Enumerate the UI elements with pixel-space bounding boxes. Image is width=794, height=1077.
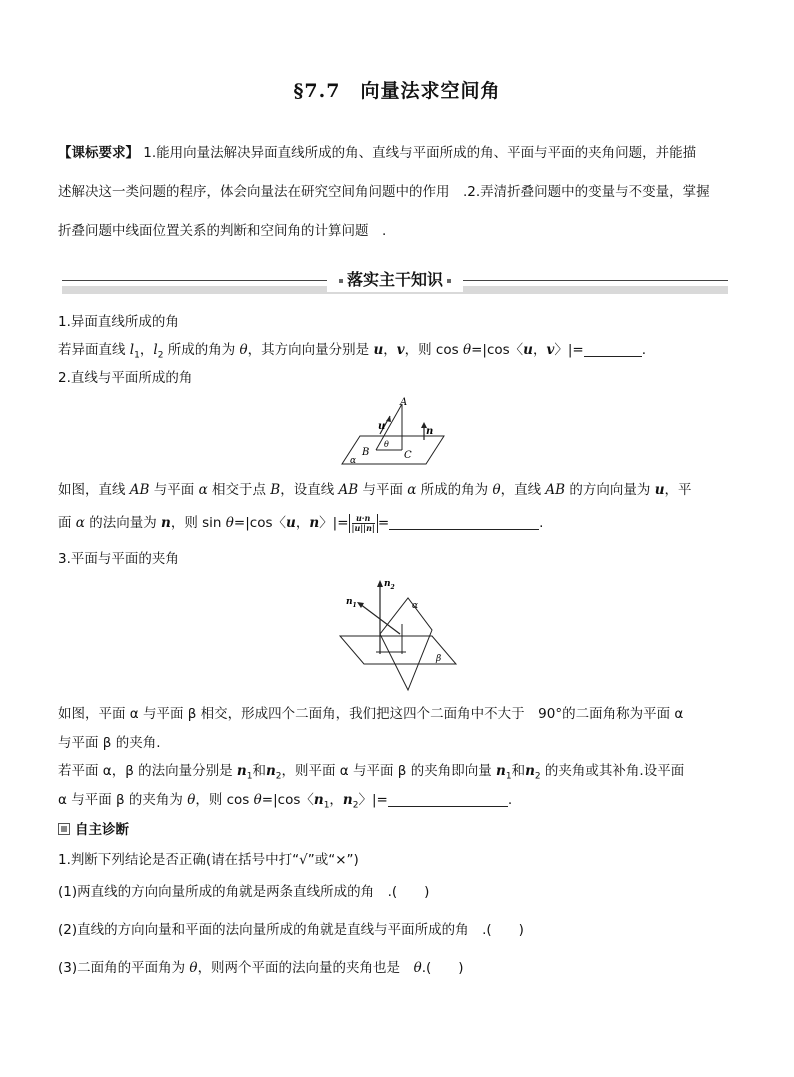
dot-left xyxy=(339,279,343,283)
requirements-tag: 【课标要求】 xyxy=(58,145,139,161)
s3-paragraph-1: 如图，平面 α 与平面 β 相交，形成四个二面角，我们把这四个二面角中不大于 90°的二面角称为平面 α xyxy=(58,706,684,722)
section-header xyxy=(62,268,728,294)
label-n1: $n_1$ xyxy=(346,597,357,609)
self-check-item-2: (2)直线的方向向量和平面的法向量所成的角就是直线与平面所成的角 .( ) xyxy=(58,922,524,938)
label-A: A xyxy=(400,397,408,408)
label-beta: β xyxy=(436,654,442,664)
fraction-un: $\frac{u\cdot n}{|u||n|}$ xyxy=(349,514,378,533)
self-check-heading: 自主诊断 xyxy=(58,818,129,838)
label-n: n xyxy=(426,426,434,437)
label-alpha: α xyxy=(350,456,357,466)
s2-paragraph-line-1: 如图，直线 AB 与平面 α 相交于点 B，设直线 AB 与平面 α 所成的角为 θ，直线 AB 的方向向量为 u，平 xyxy=(58,482,692,498)
page-title: §7.7 向量法求空间角 xyxy=(293,80,501,102)
s2-heading: 2.直线与平面所成的角 xyxy=(58,370,193,386)
requirements-line-3: 折叠问题中线面位置关系的判断和空间角的计算问题 . xyxy=(58,223,387,239)
self-check-item-1: (1)两直线的方向向量所成的角就是两条直线所成的角 .( ) xyxy=(58,884,430,900)
s1-heading: 1.异面直线所成的角 xyxy=(58,314,179,330)
label-u: u xyxy=(378,421,386,432)
label-theta: θ xyxy=(384,440,389,449)
self-check-icon xyxy=(58,823,70,835)
line-plane-angle-figure xyxy=(340,396,452,470)
plane-plane-angle-figure xyxy=(336,574,460,694)
plane-alpha xyxy=(380,598,432,690)
requirements-line-1: 【课标要求】 1.能用向量法解决异面直线所成的角、直线与平面所成的角、平面与平面的夹角问题，并能描 xyxy=(58,145,697,161)
self-check-q1: 1.判断下列结论是否正确(请在括号中打“√”或“×”) xyxy=(58,852,359,868)
section-title: 落实主干知识 xyxy=(327,268,463,292)
requirements-line-2: 述解决这一类问题的程序，体会向量法在研究空间角问题中的作用 .2.弄清折叠问题中的变量与不变量，掌握 xyxy=(58,184,710,200)
label-B: B xyxy=(362,447,370,458)
label-n2: $n_2$ xyxy=(384,579,395,591)
self-check-item-3: (3)二面角的平面角为 θ，则两个平面的法向量的夹角也是 θ.( ) xyxy=(58,960,464,976)
s3-paragraph-2: 与平面 β 的夹角. xyxy=(58,735,161,751)
s1-text: 若异面直线 $l_1$，$l_2$ 所成的角为 θ，其方向向量分别是 u，v，则 cos θ=|cos〈u，v〉|= . xyxy=(58,342,647,361)
s3-paragraph-3: 若平面 α，β 的法向量分别是 $n_1$和$n_2$，则平面 α 与平面 β 的夹角即向量 $n_1$和$n_2$ 的夹角或其补角.设平面 xyxy=(58,763,685,782)
answer-blank-2[interactable] xyxy=(389,515,539,530)
s3-heading: 3.平面与平面的夹角 xyxy=(58,551,179,567)
arrow-n1 xyxy=(357,602,364,608)
answer-blank-1[interactable] xyxy=(584,342,642,357)
s2-paragraph-line-2: 面 α 的法向量为 n，则 sin θ=|cos〈u，n〉|= $\frac{u\cdot n}{|u||n|}$ = . xyxy=(58,512,544,533)
dot-right xyxy=(447,279,451,283)
arrow-u xyxy=(386,416,391,422)
answer-blank-3[interactable] xyxy=(388,792,508,807)
arrow-n2 xyxy=(377,580,383,587)
label-alpha: α xyxy=(412,601,419,611)
label-C: C xyxy=(404,450,412,461)
s3-paragraph-4: α 与平面 β 的夹角为 θ，则 cos θ=|cos〈$n_1$，$n_2$〉|= . xyxy=(58,792,513,811)
